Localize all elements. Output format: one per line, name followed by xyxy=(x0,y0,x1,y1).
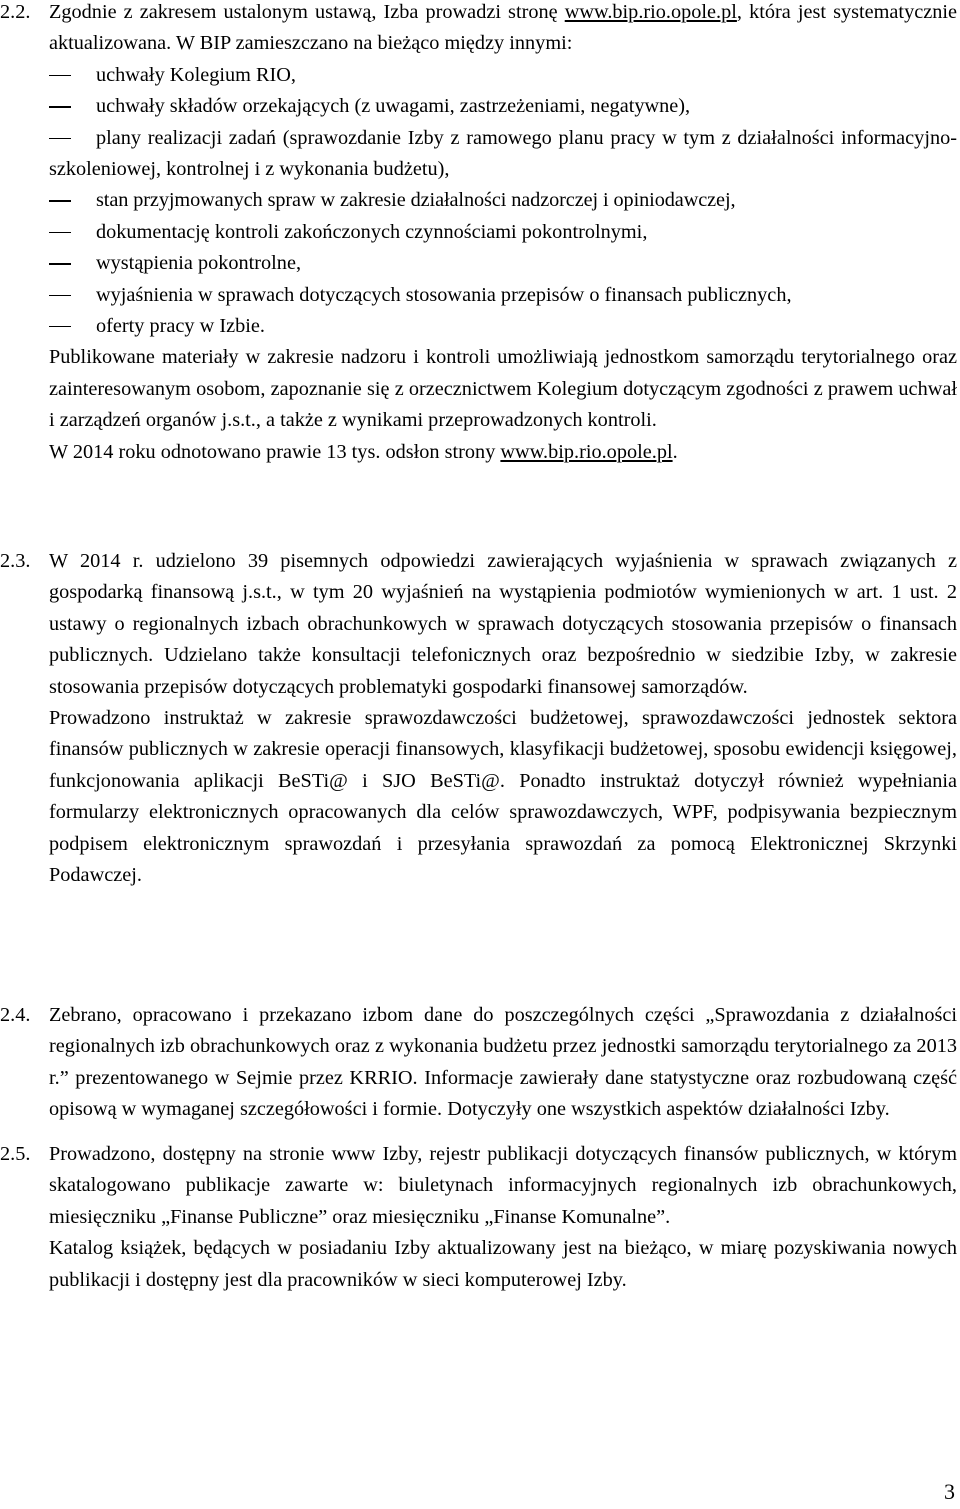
list-item: plany realizacji zadań (sprawozdanie Izby z ramowego planu pracy w tym z działalności informacyjno-szkoleniowej, kontrolnej i z wykonania budżetu), xyxy=(49,126,957,181)
section-number: 2.4. xyxy=(0,1004,31,1026)
paragraph: Prowadzono instruktaż w zakresie sprawozdawczości budżetowej, sprawozdawczości jednostek sektora finansów publicznych w zakresie operacji finansowych, klasyfikacji budżetowej, sposobu ewidencji księgowej, funkcjonowania aplikacji BeSTi@ i SJO BeSTi@. Ponadto instruktaż dotyczył również wypełniania formularzy elektronicznych opracowanych dla celów sprawozdawczych, WPF, podpisywania bezpiecznym podpisem elektronicznym sprawozdań i przesyłania sprawozdań za pomocą Elektronicznej Skrzynki Podawczej. xyxy=(49,707,957,887)
list-item: wyjaśnienia w sprawach dotyczących stosowania przepisów o finansach publicznych, xyxy=(49,280,957,311)
paragraph: Zebrano, opracowano i przekazano izbom dane do poszczególnych części „Sprawozdania z działalności regionalnych izb obrachunkowych oraz z wykonania budżetu przez jednostki samorządu terytorialnego za 2013 r.” prezentowanego w Sejmie przez KRRIO. Informacje zawierały dane statystyczne oraz rozbudowaną część opisową w wymaganej szczegółowości i formie. Dotyczyły one wszystkich aspektów działalności Izby. xyxy=(49,1004,957,1121)
section-body xyxy=(49,1139,957,1296)
section-number: 2.3. xyxy=(0,550,31,572)
dash-bullet xyxy=(49,295,71,296)
bip-link[interactable]: www.bip.rio.opole.pl xyxy=(500,440,673,463)
section-number: 2.2. xyxy=(0,1,31,23)
dash-bullet xyxy=(49,326,71,327)
bip-link[interactable]: www.bip.rio.opole.pl xyxy=(564,1,737,23)
dash-bullet xyxy=(49,106,71,107)
section-number: 2.5. xyxy=(0,1143,31,1165)
paragraph: Publikowane materiały w zakresie nadzoru i kontroli umożliwiają jednostkom samorządu terytorialnego oraz zainteresowanym osobom, zapoznanie się z orzecznictwem Kolegium dotyczącym zgodności z prawem uchwał i zarządzeń organów j.s.t., a także z wynikami przeprowadzonych kontroli. xyxy=(49,346,957,432)
bip-content-list xyxy=(49,60,957,343)
intro-paragraph: Zgodnie z zakresem ustalonym ustawą, Izba prowadzi stronę www.bip.rio.opole.pl, która jest systematycznie aktualizowana. W BIP zamieszczano na bieżąco między innymi: xyxy=(49,1,957,55)
section-body xyxy=(49,0,957,468)
page-number: 3 xyxy=(944,1479,955,1504)
list-item: wystąpienia pokontrolne, xyxy=(49,248,957,279)
paragraph: W 2014 roku odnotowano prawie 13 tys. odsłon strony www.bip.rio.opole.pl. xyxy=(49,440,678,463)
list-item: oferty pracy w Izbie. xyxy=(49,311,957,342)
dash-bullet xyxy=(49,75,71,76)
dash-bullet xyxy=(49,200,71,201)
section-body xyxy=(49,546,957,891)
paragraph: Katalog książek, będących w posiadaniu Izby aktualizowany jest na bieżąco, w miarę pozyskiwania nowych publikacji i dostępny jest dla pracowników w sieci komputerowej Izby. xyxy=(49,1237,957,1291)
dash-bullet xyxy=(49,138,71,139)
section-body xyxy=(49,1000,957,1126)
list-item: uchwały Kolegium RIO, xyxy=(49,60,957,91)
paragraph: W 2014 r. udzielono 39 pisemnych odpowiedzi zawierających wyjaśnienia w sprawach związanych z gospodarką finansową j.s.t., w tym 20 wyjaśnień na wystąpienia podmiotów wymienionych w art. 1 ust. 2 ustawy o regionalnych izbach obrachunkowych w sprawach dotyczących stosowania przepisów o finansach publicznych. Udzielano także konsultacji telefonicznych oraz bezpośrednio w siedzibie Izby, w zakresie stosowania przepisów dotyczących problematyki gospodarki finansowej samorządów. xyxy=(49,550,957,698)
list-item: dokumentację kontroli zakończonych czynnościami pokontrolnymi, xyxy=(49,217,957,248)
dash-bullet xyxy=(49,263,71,264)
dash-bullet xyxy=(49,232,71,233)
list-item: uchwały składów orzekających (z uwagami, zastrzeżeniami, negatywne), xyxy=(49,91,957,122)
paragraph: Prowadzono, dostępny na stronie www Izby, rejestr publikacji dotyczących finansów publicznych, w którym skatalogowano publikacje zawarte w: biuletynach informacyjnych regionalnych izb obrachunkowych, miesięczniku „Finanse Publiczne” oraz miesięczniku „Finanse Komunalne”. xyxy=(49,1143,957,1228)
list-item: stan przyjmowanych spraw w zakresie działalności nadzorczej i opiniodawczej, xyxy=(49,185,957,216)
